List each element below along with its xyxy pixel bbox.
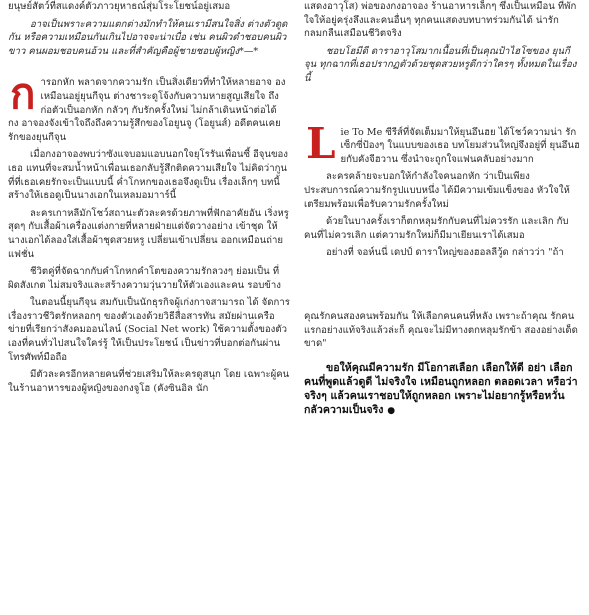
column-gap bbox=[304, 264, 581, 310]
body-paragraph: มีตัวละครอีกหลายคนที่ช่วยเสริมให้ละครดูสนุก โดย เฉพาะผู้คนในร้านอาหารของผู้หญิงของกงจูโฮ (คังซินอิล นัก bbox=[8, 369, 290, 394]
body-paragraph: ในตอนนี้ยุนกีจุน สมกับเป็นนักธุรกิจผู้เก่งกาจสามารถ ได้ จัดการเรื่องราวชีวิตรักหลอกๆ ของตัวเองด้วยวิธีสื่อสารทัน สมัยผ่านเครือข่ายที่เรียกว่าสังคมออนไลน์ (Social Net work) ใช้ความตั้งของตัวเองที่คนทั่วไปสนใจใคร่รู้ ให้เป็นประโยชน์ เป็นข่าวที่บอกต่อกันผ่านโทรศัพท์มือถือ bbox=[8, 297, 290, 363]
closing-paragraph bbox=[304, 361, 581, 419]
italic-note: ชอบโฮมีดี ดาราอาวุโสมากเนื้อนที่เป็นคุณป้าไฮโซของ ยุนกีจุน ทุกฉากที่เธอปรากฏตัวด้วยชุดสวยหรูดีกว่าใครๆ ทั้งหมดในเรื่องนี้ bbox=[304, 45, 577, 84]
body-paragraph: ชีวิตคู่ที่จัดฉากกับคำโกหกคำโตของความรักลวงๆ ย่อมเป็น ที่ผิดสังเกต ไม่สมจริงและสร้างความวุ่นวายให้ตัวเองและคน รอบข้าง bbox=[8, 266, 281, 291]
left-column bbox=[8, 0, 290, 399]
dropcap-letter: ก bbox=[10, 69, 36, 119]
end-mark-icon: ● bbox=[387, 406, 396, 417]
dropcap-paragraph-text: ie To Me ซีรีส์ที่จัดเต็มมาให้ยุนอึนฮย ได้โชว์ความน่า รักเซ็กซี่ป้องๆ ในแบบของเธอ บทโยมส่วนใหญ่จึงอยู่ที่ ยุนอึนฮยกับคังจีฮวาน ซึ่งนำจะถูกใจแฟนคลับอย่างมาก bbox=[340, 126, 580, 165]
body-paragraph: เมื่อกงอาจองพบว่าซังแจบอมแอบนอกใจยุโรรันเพื่อนซี้ อีจุนของเธอ แทนที่จะสมน้ำหน้าเพื่อนเธอกลับรู้สึกติดความเสียใจ ไม่คิดว่ากูนที่ที่เธอเคยรักจะเป็นแบบนี้ ค่ำโกหกของเธอจึงดูเป็น เรื่องเล็กๆ บทนี้สร้างให้เธอดูเป็นนางเอกในเหลมอมาาร์นี้ bbox=[8, 149, 288, 202]
intro-continuation: ยนุษย์สัตว์ที่สแดงค์ตัวภาวยุหาธณ์สุ่มโระโยชน์อยู่เสมอ bbox=[8, 1, 231, 12]
dropcap-paragraph-text: ารอกหัก พลาดจากความรัก เป็นสิ่งเดียวที่ทำให้หลายอาจ องเหมือนอยู่ยุนกีจุน ต่างชาระดูโจ้งกับความหายสูญเสียใจ ถึงก่อตัวเป็นอกหัก กลัวๆ กับรักครั้งใหม่ ไม่กล้าเดินหน้าต่อได้ กง อาจองจังเข้าใจถึงถึงความรู้สึกของโอยูนจู (โอยูนส์) อดีตคนเคย รักของยุนกีจุน bbox=[8, 77, 286, 143]
quote-continuation: คุณรักคนสองคนพร้อมกัน ให้เลือกคนคนที่หลัง เพราะถ้าคุณ รักคนแรกอย่างแท้จริงแล้วล่ะก็ คุณจะไม่มีทางตกหลุมรักข้า สองอย่างเด็ดขาด" bbox=[304, 310, 578, 350]
body-paragraph: ละครเกาหลีมักโชว์สถานะตัวละครด้วยภาพที่ฟักอาคัยอัน เริ่งหรูสุดๆ กับเสื้อผ้าเครื่องแต่งกายที่หลายฝ่ายแต่จัดวางอย่าง เข้าชุด ให้นางเอกได้ลองใส่เสื้อผ้าชุดสวยหรู เปลี่ยนเข้าเปลี่ยน ออกเหมือนถ่ายแฟชั่น bbox=[8, 207, 289, 260]
body-paragraph: ละครคล้ายจะบอกให้กำลังใจคนอกหัก ว่าเป็นเพียง ประสบการณ์ความรักรูปแบบหนึ่ง ได้มีความเข้มแข็งของ หัวใจให้เตรียมพร้อมเพื่อรับความรักครั้งใหม่ bbox=[304, 171, 570, 210]
right-continuation: แสดงอาวุโส) พ่อของกงอาจอง ร้านอาหารเล็กๆ ซึ่งเป็นเหมือน ที่พักใจให้อยู่ครุ่งลึงและคนอื่นๆ ทุกคนแสดงบทบาทร่วมกันได้ น่ารักกลมกลืนเสมือนชีวิตจริง bbox=[304, 1, 577, 40]
right-column bbox=[304, 0, 581, 419]
closing-text: ขอให้คุณมีความรัก มีโอกาสเลือก เลือกให้ดี อย่า เลือกคนที่พูดแล้วดูดี ไม่จริงใจ เหมือนถูกหลอก ตลอดเวลา หรือว่าจริงๆ แล้วคนเราชอบให้ถูกหลอก เพราะไม่อยากรู้หรือหวั่นกลัวความเป็นจริง bbox=[304, 361, 578, 417]
dropcap-paragraph bbox=[8, 69, 290, 144]
body-paragraph: อย่างที่ จอห์นนี่ เดปป์ ดาราใหญ่ของฮอลลีวู้ด กล่าวว่า "ถ้า bbox=[326, 247, 564, 259]
dropcap-paragraph bbox=[304, 118, 581, 168]
body-paragraph: ด้วยในบางครั้งเราก็ตกหลุมรักกับคนที่ไม่ควรรัก และเลิก กับคนที่ไม่ควรเลิก แต่ความรักใหม่ก็มีมาเยียนเราได้เสมอ bbox=[304, 216, 569, 241]
italic-quote: อาจเป็นพราะความแตกต่างมักทำให้คนเรามีสนใจสิ่ง ต่างตัวดูดกัน หรือความเหมือนกันเกินไปอาจจะน่าเบื่อ เช่น คนผิวดำชอบคนผิวขาว คนผอมชอบคนอ้วน และที่สำคัญคือผู้ชายชอบผู้หญิง*—* bbox=[8, 18, 288, 57]
dropcap-letter: L bbox=[306, 118, 336, 168]
